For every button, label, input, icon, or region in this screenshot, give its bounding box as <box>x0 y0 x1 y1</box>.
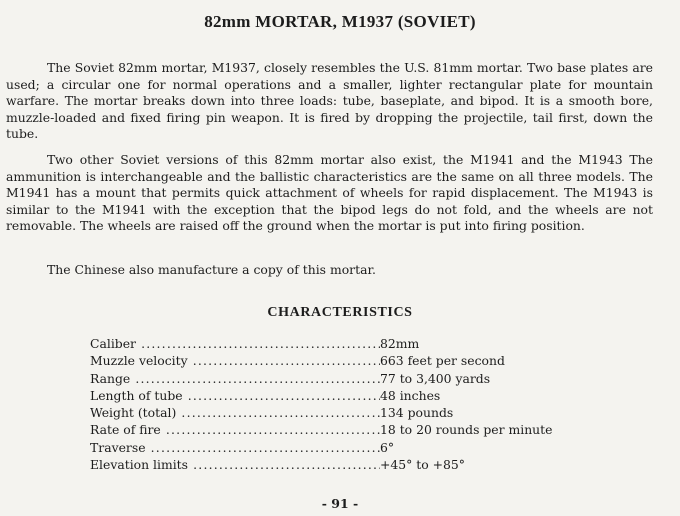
page-title: 82mm MORTAR, M1937 (SOVIET) <box>204 12 476 31</box>
spec-value: 18 to 20 rounds per minute <box>380 422 553 438</box>
spec-row-caliber <box>90 336 610 353</box>
page-number: - 91 - <box>321 496 359 511</box>
paragraph-versions: Two other Soviet versions of this 82mm mortar also exist, the M1941 and the M1943 The ammunition is interchangeable and the ballistic characteristics are the same on all three models. The M1941 has a mount that permits quick attachment of wheels for rapid displacement. The M1943 is similar to the M1941 with the exception that the bipod legs do not fold, and the wheels are not removable. The wheels are raised off the ground when the mortar is put into firing position. <box>6 152 653 234</box>
spec-label: Caliber ..... <box>90 336 380 351</box>
characteristics-list <box>90 336 610 474</box>
spec-row-range <box>90 371 610 388</box>
spec-label: Elevation limits ..... <box>90 457 380 472</box>
spec-row-muzzle-velocity <box>90 353 610 370</box>
spec-label: Range ..... <box>90 371 380 386</box>
spec-value: 6° <box>380 439 395 455</box>
spec-row-weight <box>90 405 610 422</box>
spec-value: +45° to +85° <box>380 457 466 473</box>
spec-row-length-of-tube <box>90 388 610 405</box>
characteristics-heading: CHARACTERISTICS <box>267 305 413 320</box>
spec-label: Weight (total) ..... <box>90 405 380 420</box>
paragraph-description: The Soviet 82mm mortar, M1937, closely resembles the U.S. 81mm mortar. Two base plates are used; a circular one for normal operations and a smaller, lighter rectangular plate for mountain warfare. The mortar breaks down into three loads: tube, baseplate, and bipod. It is a smooth bore, muzzle-loaded and fixed firing pin weapon. It is fired by dropping the projectile, tail first, down the tube. <box>6 60 653 142</box>
spec-value: 134 pounds <box>380 405 454 421</box>
spec-label: Length of tube ..... <box>90 388 380 403</box>
spec-label: Traverse ..... <box>90 440 380 455</box>
spec-label: Muzzle velocity ..... <box>90 353 380 368</box>
spec-row-traverse <box>90 440 610 457</box>
spec-value: 77 to 3,400 yards <box>380 370 491 386</box>
paragraph-chinese-copy: The Chinese also manufacture a copy of this mortar. <box>47 262 376 277</box>
spec-row-rate-of-fire <box>90 422 610 439</box>
spec-label: Rate of fire ..... <box>90 422 380 437</box>
spec-row-elevation-limits <box>90 457 610 474</box>
spec-value: 48 inches <box>380 387 441 403</box>
spec-value: 82mm <box>380 336 420 351</box>
spec-value: 663 feet per second <box>380 353 505 369</box>
